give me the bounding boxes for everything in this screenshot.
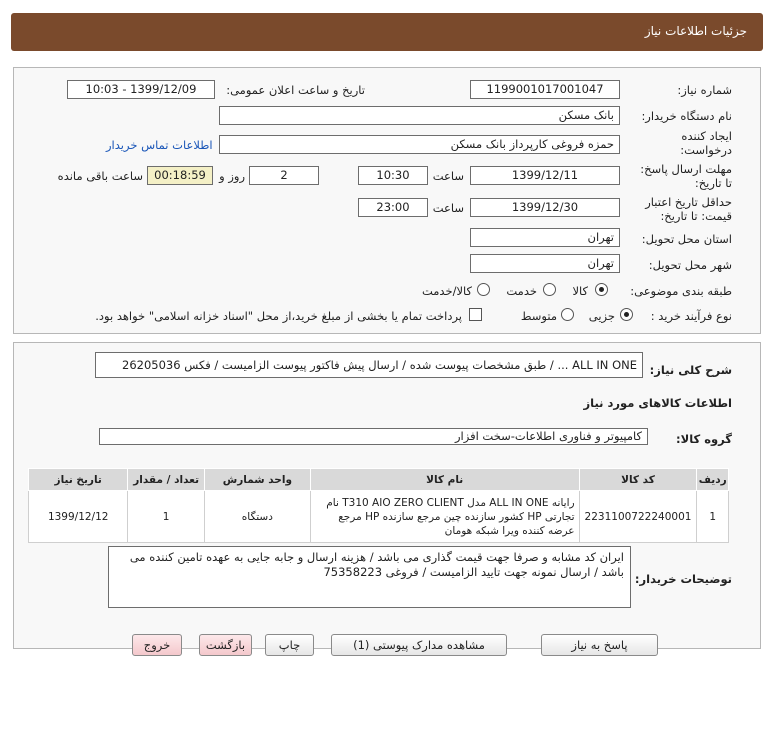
deadline-time-field: 10:30 (358, 166, 428, 185)
need-number-field: 1199001017001047 (470, 80, 620, 99)
days-label: روز و (219, 169, 245, 183)
table-row[interactable] (29, 491, 729, 543)
buyer-notes-label: توضیحات خریدار: (634, 572, 732, 586)
process-option-medium: متوسط (520, 309, 557, 323)
process-label: نوع فرآیند خرید : (650, 309, 732, 323)
reply-button[interactable]: پاسخ به نیاز (541, 634, 658, 656)
goods-section-title: اطلاعات کالاهای مورد نیاز (583, 396, 732, 410)
province-label: استان محل تحویل: (641, 232, 732, 246)
buyer-org-field: بانک مسکن (219, 106, 620, 125)
creator-field: حمزه فروغی کارپرداز بانک مسکن (219, 135, 620, 154)
category-option-goods: کالا (572, 284, 588, 298)
treasury-checkbox[interactable] (469, 308, 482, 321)
category-radio-goods[interactable] (595, 283, 608, 296)
print-button[interactable]: چاپ (265, 634, 314, 656)
exit-button[interactable]: خروج (132, 634, 182, 656)
goods-table-header (29, 469, 729, 491)
days-count-field: 2 (249, 166, 319, 185)
col-need-date: تاریخ نیاز (29, 469, 128, 491)
buyer-org-label: نام دستگاه خریدار: (641, 109, 732, 123)
announce-label: تاریخ و ساعت اعلان عمومی: (226, 83, 365, 97)
city-field: تهران (470, 254, 620, 273)
cell-quantity: 1 (128, 491, 204, 543)
category-label: طبقه بندی موضوعی: (630, 284, 732, 298)
need-number-label: شماره نیاز: (677, 83, 732, 97)
remaining-time-field: 00:18:59 (147, 166, 213, 185)
announce-field: 1399/12/09 - 10:03 (67, 80, 215, 99)
page-header (11, 13, 763, 51)
province-field: تهران (470, 228, 620, 247)
remaining-label: ساعت باقی مانده (57, 169, 143, 183)
validity-label: حداقل تاریخ اعتبار قیمت: تا تاریخ: (645, 195, 732, 223)
goods-group-field: کامپیوتر و فناوری اطلاعات-سخت افزار (99, 428, 648, 445)
cell-need-date: 1399/12/12 (29, 491, 128, 543)
validity-time-label: ساعت (432, 201, 464, 215)
creator-label: ایجاد کننده درخواست: (680, 129, 732, 157)
back-button[interactable]: بازگشت (199, 634, 252, 656)
deadline-label: مهلت ارسال پاسخ: تا تاریخ: (640, 162, 732, 190)
cell-name: رایانه ALL IN ONE مدل T310 AIO ZERO CLIENT نام تجارتی HP کشور سازنده چین مرجع سازنده HP مرجع عرضه کننده ویرا شبکه هومان (310, 491, 579, 543)
process-radio-minor[interactable] (620, 308, 633, 321)
goods-table (28, 468, 729, 543)
city-label: شهر محل تحویل: (648, 258, 732, 272)
goods-group-label: گروه کالا: (676, 432, 732, 446)
col-code: کد کالا (579, 469, 697, 491)
deadline-date-field: 1399/12/11 (470, 166, 620, 185)
validity-date-field: 1399/12/30 (470, 198, 620, 217)
cell-code: 2231100722240001 (579, 491, 697, 543)
cell-row: 1 (697, 491, 729, 543)
process-radio-medium[interactable] (561, 308, 574, 321)
page-title: جزئیات اطلاعات نیاز (644, 24, 747, 38)
buyer-notes-field: ایران کد مشابه و صرفا جهت قیمت گذاری می باشد / هزینه ارسال و جابه جایی به عهده تامین کننده می باشد / ارسال نمونه جهت تایید الزامیست / فروغی 75358223 (108, 546, 631, 608)
contact-info-link[interactable]: اطلاعات تماس خریدار (106, 138, 213, 152)
category-option-service: خدمت (506, 284, 537, 298)
summary-label: شرح کلی نیاز: (649, 363, 732, 377)
category-option-goods-service: کالا/خدمت (421, 284, 472, 298)
process-option-minor: جزیی (588, 309, 615, 323)
treasury-note: پرداخت تمام یا بخشی از مبلغ خرید،از محل "اسناد خزانه اسلامی" خواهد بود. (95, 309, 462, 323)
category-radio-service[interactable] (543, 283, 556, 296)
col-quantity: تعداد / مقدار (128, 469, 204, 491)
deadline-time-label: ساعت (432, 169, 464, 183)
attachments-button[interactable]: مشاهده مدارک پیوستی (1) (331, 634, 507, 656)
col-name: نام کالا (310, 469, 579, 491)
validity-time-field: 23:00 (358, 198, 428, 217)
col-row: ردیف (697, 469, 729, 491)
category-radio-goods-service[interactable] (477, 283, 490, 296)
summary-field: ALL IN ONE ... / طبق مشخصات پیوست شده / ارسال پیش فاکتور پیوست الزامیست / فکس 26205036 (95, 352, 643, 378)
col-unit: واحد شمارش (204, 469, 310, 491)
cell-unit: دستگاه (204, 491, 310, 543)
